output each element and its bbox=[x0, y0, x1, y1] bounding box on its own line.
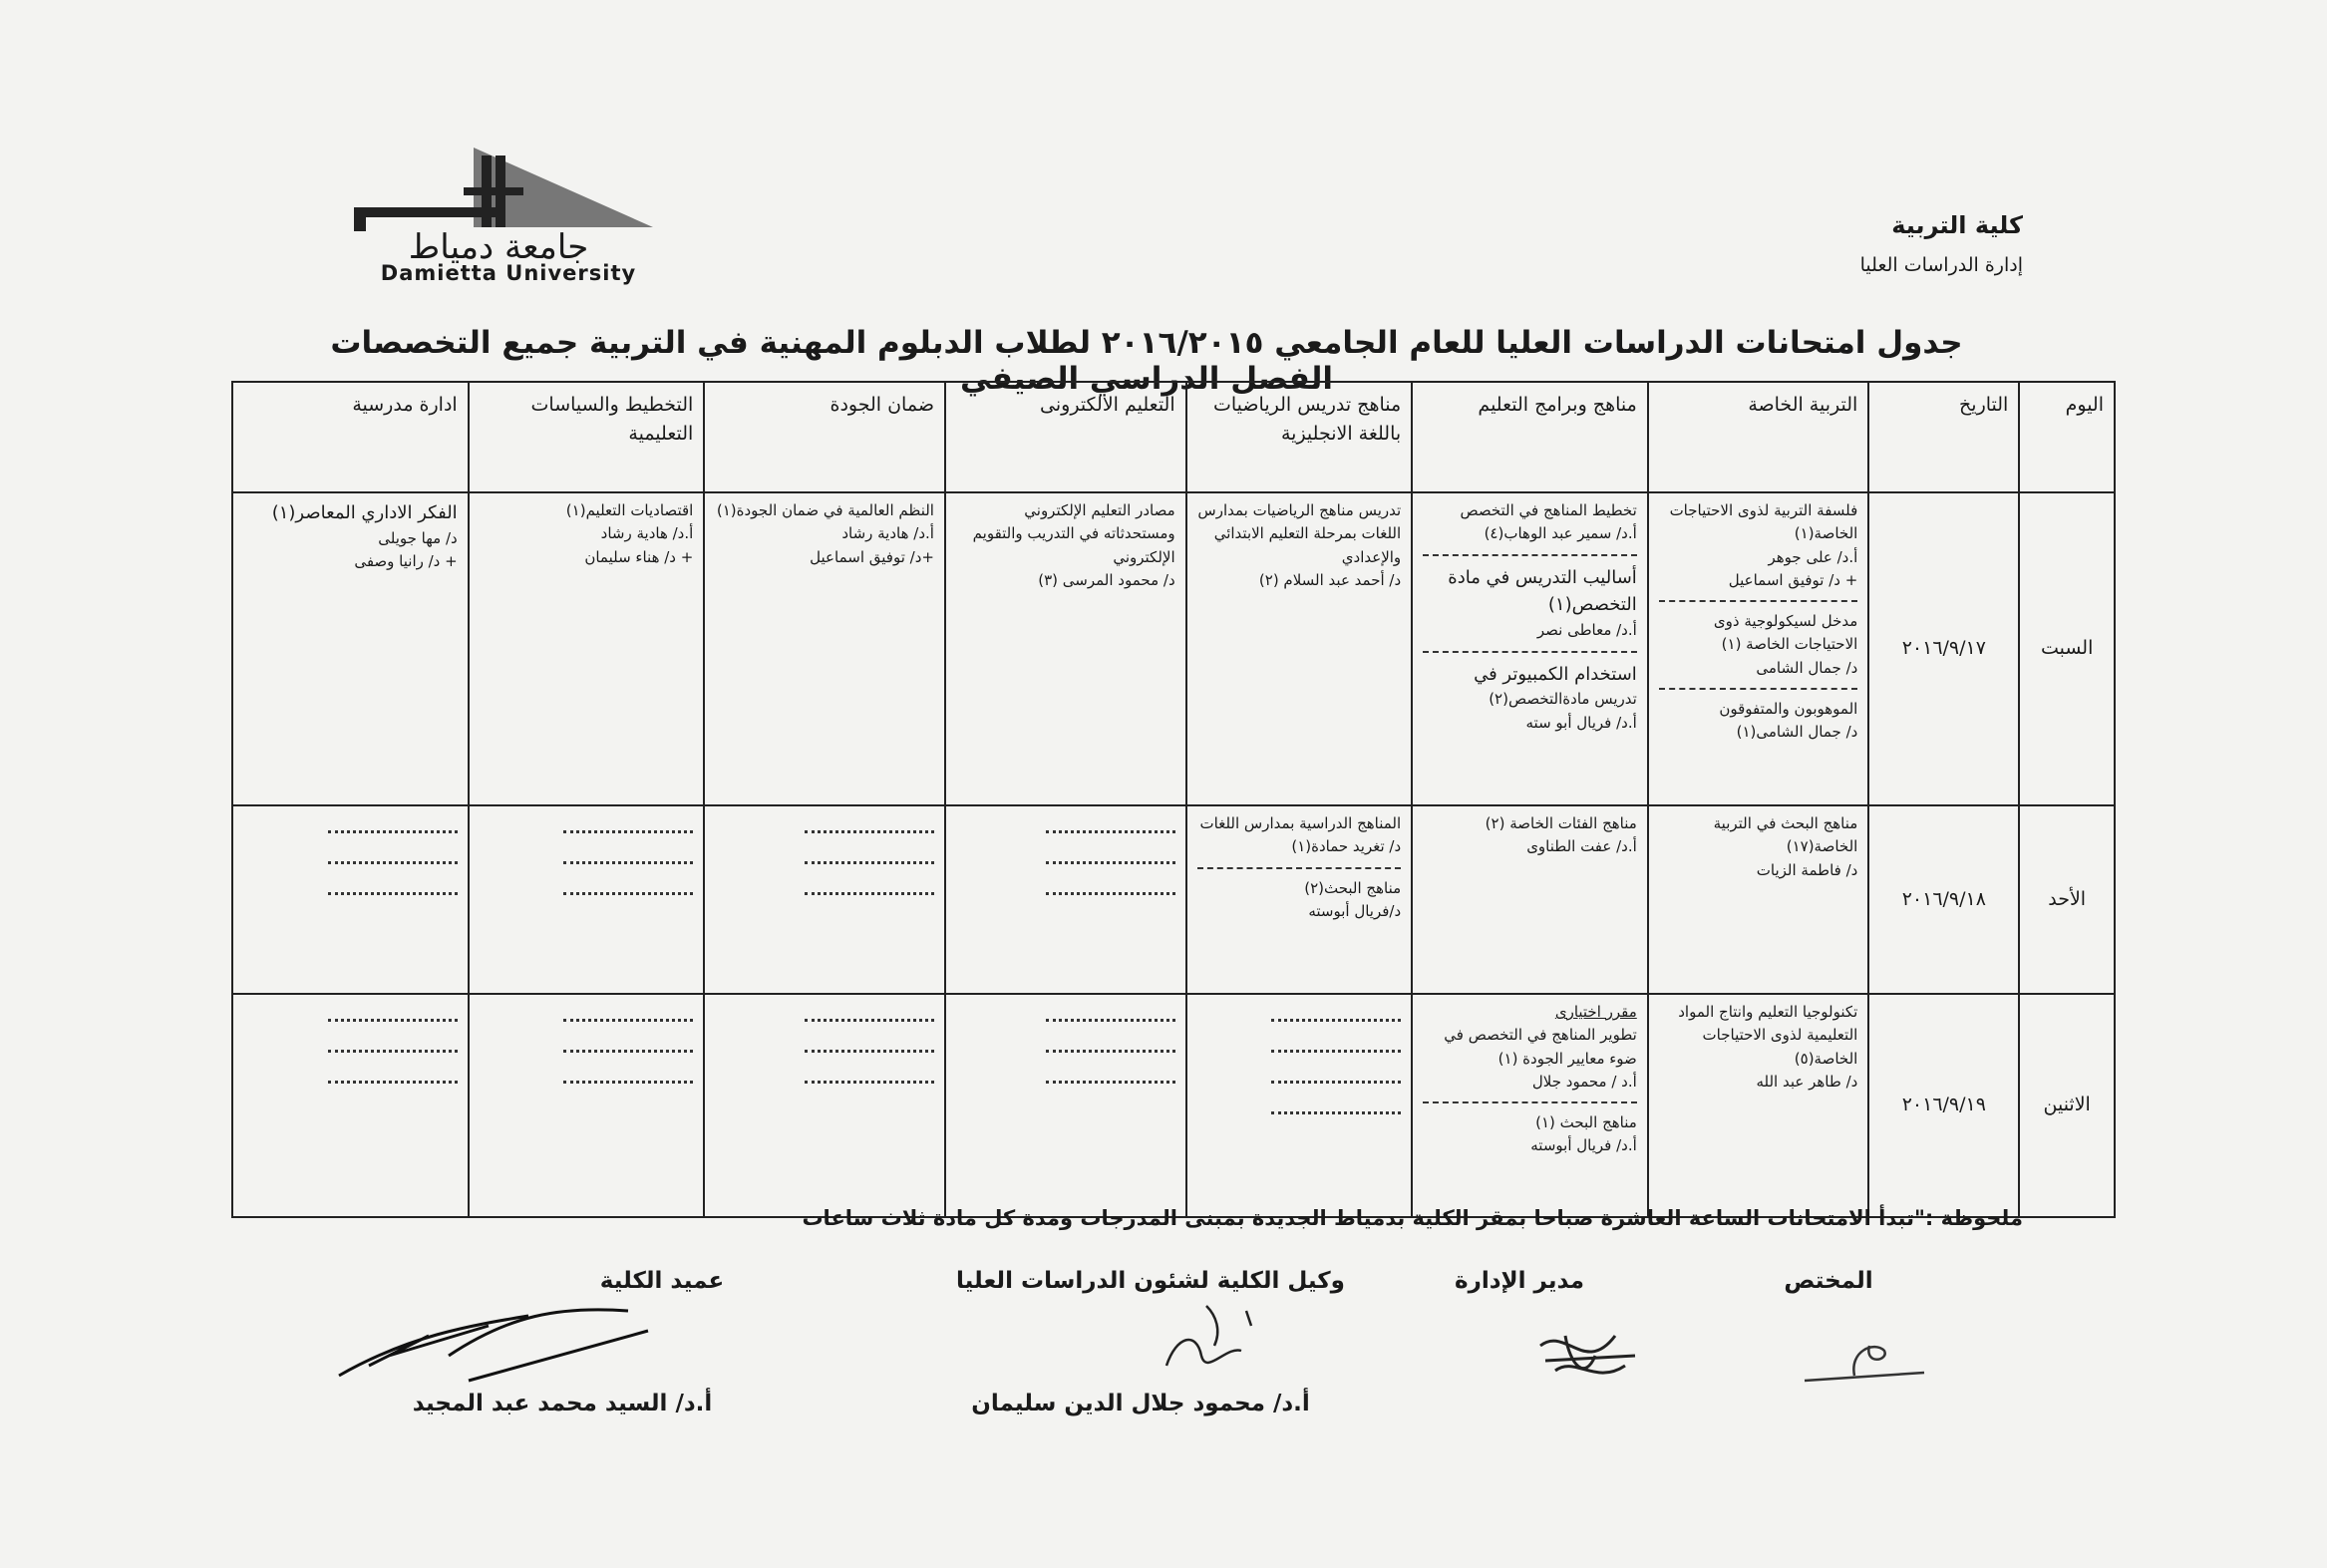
dotted-blank bbox=[328, 1005, 458, 1022]
dotted-blank bbox=[1046, 1036, 1175, 1053]
dotted-blank bbox=[563, 1005, 693, 1022]
special-ed-cell bbox=[1648, 994, 1869, 1217]
table-row bbox=[232, 492, 2115, 805]
dashed-separator bbox=[1423, 1101, 1637, 1103]
exam-professor: د/ محمود المرسى (٣) bbox=[1038, 570, 1175, 589]
exam-professor: أ.د/ سمير عبد الوهاب(٤) bbox=[1484, 524, 1637, 543]
exam-course: النظم العالمية في ضمان الجودة(١) bbox=[716, 501, 934, 519]
dotted-blank bbox=[328, 1036, 458, 1053]
dotted-blank bbox=[1046, 878, 1175, 895]
exam-professor: أ.د/ هادية رشاد bbox=[600, 524, 694, 543]
exam-course: مناهج الفئات الخاصة (٢) bbox=[1485, 814, 1637, 832]
special-ed-cell bbox=[1648, 805, 1869, 994]
exam-course: فلسفة التربية لذوى الاحتياجات الخاصة(١) bbox=[1669, 501, 1858, 543]
exam-course: مناهج البحث (١) bbox=[1535, 1113, 1637, 1131]
dotted-blank bbox=[328, 878, 458, 895]
exam-professor: + د/ رانيا وصفى bbox=[354, 552, 458, 571]
specialist-signature bbox=[1795, 1321, 1934, 1391]
exam-course: تخطيط المناهج في التخصص bbox=[1460, 501, 1637, 519]
date-cell: ٢٠١٦/٩/١٧ bbox=[1868, 492, 2019, 805]
quality-cell bbox=[704, 805, 945, 994]
math-english-cell bbox=[1186, 492, 1413, 805]
elective-label: مقرر اختيارى bbox=[1554, 1003, 1637, 1021]
dotted-blank bbox=[563, 847, 693, 864]
school-admin-cell bbox=[232, 805, 469, 994]
faculty-name: كلية التربية bbox=[1891, 211, 2023, 239]
math-english-cell bbox=[1186, 994, 1413, 1217]
header-math-english: مناهج تدريس الرياضيات باللغة الانجليزية bbox=[1186, 382, 1413, 492]
dashed-separator bbox=[1423, 554, 1637, 556]
header-date: التاريخ bbox=[1868, 382, 2019, 492]
exam-professor: أ.د/ معاطى نصر bbox=[1536, 621, 1637, 640]
dotted-blank bbox=[563, 1067, 693, 1084]
dashed-separator bbox=[1659, 688, 1858, 690]
dashed-separator bbox=[1423, 651, 1637, 653]
date-cell: ٢٠١٦/٩/١٨ bbox=[1868, 805, 2019, 994]
dotted-blank bbox=[805, 816, 934, 833]
elearning-cell bbox=[945, 994, 1186, 1217]
dotted-blank bbox=[1271, 1098, 1401, 1114]
elearning-cell bbox=[945, 805, 1186, 994]
exam-course: تطوير المناهج في التخصص في ضوء معايير الجودة (١) bbox=[1444, 1026, 1637, 1068]
exam-professor: د/ تغريد حمادة(١) bbox=[1291, 837, 1402, 856]
exam-course: مصادر التعليم الإلكتروني ومستحدثاته في التدريب والتقويم الإلكتروني bbox=[972, 501, 1175, 566]
exam-note: ملحوظة :"تبدأ الامتحانات الساعة العاشرة صباحا بمقر الكلية بدمياط الجديدة بمبنى المدرجات ومدة كل مادة ثلاث ساعات bbox=[802, 1206, 2023, 1230]
curricula-cell bbox=[1412, 994, 1648, 1217]
quality-cell bbox=[704, 994, 945, 1217]
planning-cell bbox=[469, 805, 705, 994]
header-planning: التخطيط والسياسات التعليمية bbox=[469, 382, 705, 492]
exam-professor: + د/ توفيق اسماعيل bbox=[1728, 570, 1858, 589]
planning-cell bbox=[469, 994, 705, 1217]
special-ed-cell bbox=[1648, 492, 1869, 805]
dotted-blank bbox=[328, 1067, 458, 1084]
dean-signature bbox=[329, 1296, 668, 1396]
dotted-blank bbox=[1046, 847, 1175, 864]
table-header-row bbox=[232, 382, 2115, 492]
exam-course: تدريس مناهج الرياضيات بمدارس اللغات بمرحلة التعليم الابتدائي والإعدادي bbox=[1197, 501, 1402, 566]
exam-schedule-table bbox=[231, 381, 2116, 1218]
dotted-blank bbox=[563, 816, 693, 833]
exam-professor: د/ جمال الشامى bbox=[1756, 658, 1858, 677]
exam-professor: د/ طاهر عبد الله bbox=[1756, 1072, 1858, 1091]
dotted-blank bbox=[563, 878, 693, 895]
quality-cell bbox=[704, 492, 945, 805]
vice-dean-name: أ.د/ محمود جلال الدين سليمان bbox=[971, 1391, 1310, 1416]
vice-dean-signature bbox=[1147, 1296, 1276, 1386]
dashed-separator bbox=[1197, 867, 1402, 869]
dotted-blank bbox=[1271, 1036, 1401, 1053]
dotted-blank bbox=[805, 1067, 934, 1084]
exam-course: تدريس مادةالتخصص(٢) bbox=[1489, 690, 1637, 709]
exam-course: مناهج البحث في التربية الخاصة(١٧) bbox=[1713, 814, 1858, 856]
specialist-title: المختص bbox=[1784, 1268, 1873, 1294]
school-admin-cell bbox=[232, 492, 469, 805]
exam-course: تكنولوجيا التعليم وانتاج المواد التعليمية لذوى الاحتياجات الخاصة(٥) bbox=[1678, 1003, 1858, 1068]
exam-professor: د/ أحمد عبد السلام (٢) bbox=[1258, 570, 1402, 589]
dotted-blank bbox=[1046, 1005, 1175, 1022]
dotted-blank bbox=[805, 1005, 934, 1022]
elearning-cell bbox=[945, 492, 1186, 805]
dotted-blank bbox=[1046, 1067, 1175, 1084]
vice-dean-title: وكيل الكلية لشئون الدراسات العليا bbox=[956, 1268, 1345, 1294]
curricula-cell bbox=[1412, 492, 1648, 805]
day-cell: الأحد bbox=[2019, 805, 2115, 994]
dotted-blank bbox=[1271, 1005, 1401, 1022]
school-admin-cell bbox=[232, 994, 469, 1217]
table-row bbox=[232, 994, 2115, 1217]
exam-course: اقتصاديات التعليم(١) bbox=[565, 501, 694, 519]
exam-course: المناهج الدراسية بمدارس اللغات bbox=[1199, 814, 1402, 832]
dotted-blank bbox=[805, 847, 934, 864]
dotted-blank bbox=[1271, 1067, 1401, 1084]
dashed-separator bbox=[1659, 600, 1858, 602]
dean-name: أ.د/ السيد محمد عبد المجيد bbox=[412, 1391, 713, 1416]
dotted-blank bbox=[563, 1036, 693, 1053]
exam-course: الفكر الاداري المعاصر(١) bbox=[271, 502, 458, 523]
exam-professor: د/فريال أبوسته bbox=[1308, 901, 1402, 920]
logo-arabic-text: جامعة دمياط bbox=[408, 227, 589, 267]
exam-course: أساليب التدريس في مادة التخصص(١) bbox=[1448, 566, 1637, 616]
exam-course: استخدام الكمبيوتر في bbox=[1474, 663, 1637, 685]
exam-professor: أ.د/ فريال أبو سته bbox=[1525, 713, 1637, 732]
manager-title: مدير الإدارة bbox=[1455, 1268, 1584, 1294]
header-quality: ضمان الجودة bbox=[704, 382, 945, 492]
dotted-blank bbox=[1046, 816, 1175, 833]
department-name: إدارة الدراسات العليا bbox=[1859, 254, 2023, 276]
exam-professor: أ.د/ عفت الطناوى bbox=[1526, 837, 1637, 856]
dotted-blank bbox=[328, 816, 458, 833]
exam-professor: د/ جمال الشامى(١) bbox=[1736, 723, 1858, 741]
exam-professor: د/ مها جويلى bbox=[378, 528, 458, 547]
manager-signature bbox=[1525, 1316, 1645, 1396]
dean-title: عميد الكلية bbox=[599, 1268, 725, 1294]
header-school-admin: ادارة مدرسية bbox=[232, 382, 469, 492]
table-row bbox=[232, 805, 2115, 994]
day-cell: السبت bbox=[2019, 492, 2115, 805]
date-cell: ٢٠١٦/٩/١٩ bbox=[1868, 994, 2019, 1217]
exam-professor: أ.د/ هادية رشاد bbox=[841, 524, 934, 543]
logo-english-text: Damietta University bbox=[380, 261, 637, 285]
exam-course: الموهوبون والمتفوقون bbox=[1719, 699, 1858, 718]
planning-cell bbox=[469, 492, 705, 805]
exam-course: مدخل لسيكولوجية ذوى الاحتياجات الخاصة (١) bbox=[1713, 612, 1858, 654]
day-cell: الاثنين bbox=[2019, 994, 2115, 1217]
math-english-cell bbox=[1186, 805, 1413, 994]
header-elearning: التعليم الالكترونى bbox=[945, 382, 1186, 492]
exam-professor: + د/ هناء سليمان bbox=[584, 547, 694, 566]
dotted-blank bbox=[805, 878, 934, 895]
exam-professor: +د/ توفيق اسماعيل bbox=[810, 547, 934, 566]
page-title: جدول امتحانات الدراسات العليا للعام الجامعي ٢٠١٦/٢٠١٥ لطلاب الدبلوم المهنية في التربية جميع التخصصات الفصل الدراسي الصيفي bbox=[330, 325, 1963, 397]
exam-professor: د/ فاطمة الزيات bbox=[1756, 860, 1858, 879]
exam-professor: أ.د / محمود جلال bbox=[1531, 1072, 1637, 1091]
header-curricula: مناهج وبرامج التعليم bbox=[1412, 382, 1648, 492]
dotted-blank bbox=[805, 1036, 934, 1053]
exam-course: مناهج البحث(٢) bbox=[1304, 878, 1402, 897]
header-day: اليوم bbox=[2019, 382, 2115, 492]
exam-professor: أ.د/ فريال أبوسته bbox=[1530, 1136, 1637, 1155]
dotted-blank bbox=[328, 847, 458, 864]
curricula-cell bbox=[1412, 805, 1648, 994]
exam-professor: أ.د/ على جوهر bbox=[1768, 547, 1858, 566]
header-special-ed: التربية الخاصة bbox=[1648, 382, 1869, 492]
